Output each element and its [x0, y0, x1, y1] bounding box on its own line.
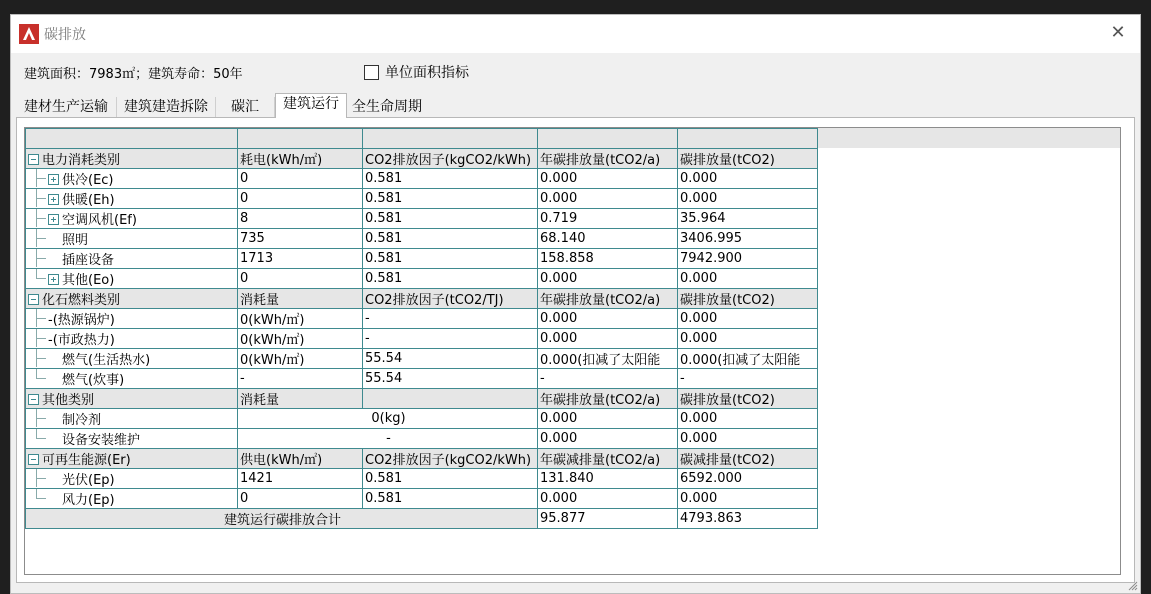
total-label: 建筑运行碳排放合计 [26, 509, 538, 529]
unit-area-checkbox[interactable] [364, 62, 469, 82]
expand-icon[interactable] [48, 274, 59, 285]
collapse-icon[interactable] [28, 454, 39, 465]
table-row[interactable]: 供暖(Eh) 0 0.581 0.000 0.000 [26, 189, 818, 209]
table-row[interactable]: 燃气(生活热水) 0(kWh/㎡) 55.54 0.000(扣减了太阳能 0.000(扣减了太阳能 [26, 349, 818, 369]
table-row[interactable]: 光伏(Ep) 1421 0.581 131.840 6592.000 [26, 469, 818, 489]
table-row[interactable]: 插座设备 1713 0.581 158.858 7942.900 [26, 249, 818, 269]
table-row[interactable]: -(热源锅炉) 0(kWh/㎡) - 0.000 0.000 [26, 309, 818, 329]
window-title: 碳排放 [44, 27, 86, 43]
table-row[interactable]: 制冷剂 0(kg) 0.000 0.000 [26, 409, 818, 429]
close-icon[interactable]: ✕ [1110, 22, 1126, 43]
tab-carbon-sink[interactable]: 碳汇 [216, 97, 275, 117]
collapse-icon[interactable] [28, 394, 39, 405]
carbon-emission-dialog [10, 14, 1141, 594]
emission-table [25, 128, 818, 529]
unit-area-label: 单位面积指标 [385, 65, 469, 81]
tab-life-cycle[interactable]: 全生命周期 [352, 99, 422, 115]
emission-grid [24, 127, 1121, 575]
collapse-icon[interactable] [28, 154, 39, 165]
total-row [26, 509, 818, 529]
blank-header-row [26, 129, 818, 149]
tab-material[interactable]: 建材生产运输 [16, 97, 117, 117]
table-row[interactable]: -(市政热力) 0(kWh/㎡) - 0.000 0.000 [26, 329, 818, 349]
title-bar [11, 15, 1140, 53]
table-row[interactable]: 风力(Ep) 0 0.581 0.000 0.000 [26, 489, 818, 509]
fossil-header-row: 化石燃料类别 消耗量 CO2排放因子(tCO2/TJ) 年碳排放量(tCO2/a) 碳排放量(tCO2) [26, 289, 818, 309]
tab-panel [16, 117, 1135, 583]
expand-icon[interactable] [48, 174, 59, 185]
table-row[interactable]: 照明 735 0.581 68.140 3406.995 [26, 229, 818, 249]
expand-icon[interactable] [48, 194, 59, 205]
table-row[interactable]: 供冷(Ec) 0 0.581 0.000 0.000 [26, 169, 818, 189]
tab-operation[interactable]: 建筑运行 [275, 93, 347, 118]
collapse-icon[interactable] [28, 294, 39, 305]
app-logo-icon [19, 24, 39, 44]
other-header-row: 其他类别 消耗量 年碳排放量(tCO2/a) 碳排放量(tCO2) [26, 389, 818, 409]
resize-grip-icon[interactable] [1126, 579, 1138, 591]
expand-icon[interactable] [48, 214, 59, 225]
tab-construction[interactable]: 建筑建造拆除 [117, 97, 216, 117]
electric-header-row: 电力消耗类别 耗电(kWh/㎡) CO2排放因子(kgCO2/kWh) 年碳排放量(tCO2/a) 碳排放量(tCO2) [26, 149, 818, 169]
table-row[interactable]: 空调风机(Ef) 8 0.581 0.719 35.964 [26, 209, 818, 229]
checkbox-box[interactable] [364, 65, 379, 80]
table-row[interactable]: 其他(Eo) 0 0.581 0.000 0.000 [26, 269, 818, 289]
building-info: 建筑面积：7983㎡；建筑寿命：50年 [24, 67, 243, 82]
total-sum: 4793.863 [678, 509, 818, 529]
renewable-header-row: 可再生能源(Er) 供电(kWh/㎡) CO2排放因子(kgCO2/kWh) 年碳减排量(tCO2/a) 碳减排量(tCO2) [26, 449, 818, 469]
total-annual: 95.877 [538, 509, 678, 529]
table-row[interactable]: 设备安装维护 - 0.000 0.000 [26, 429, 818, 449]
table-row[interactable]: 燃气(炊事) - 55.54 - - [26, 369, 818, 389]
